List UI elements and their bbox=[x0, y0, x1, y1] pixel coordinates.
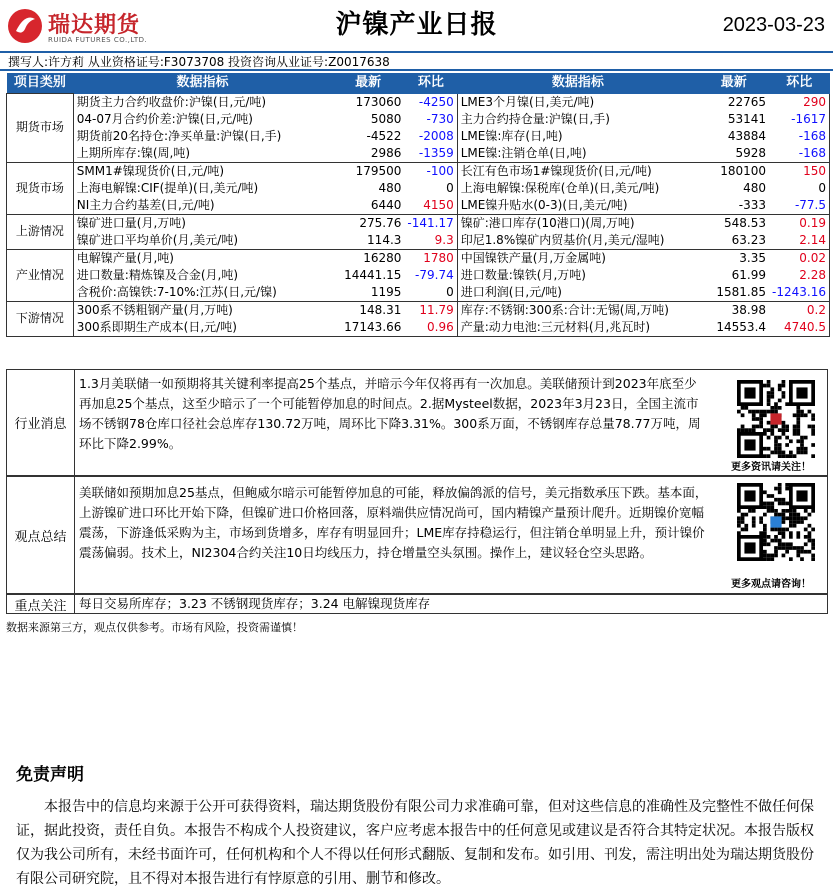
brand-en-name: RUIDA FUTURES CO.,LTD. bbox=[48, 36, 148, 44]
opinion-label: 观点总结 bbox=[7, 477, 75, 593]
header-indicator-right: 数据指标 bbox=[457, 73, 698, 94]
change-left: -141.17 bbox=[404, 214, 457, 232]
latest-right: 480 bbox=[743, 180, 767, 195]
indicator-right: LME镍:注销仓单(日,吨) bbox=[457, 145, 698, 163]
latest-left: 148.31 bbox=[359, 302, 402, 317]
indicator-left: NI主力合约基差(日,元/吨) bbox=[73, 197, 332, 215]
industry-news-text: 1.3月美联储一如预期将其关键利率提高25个基点，并暗示今年仅将再有一次加息。美联储预计到2023年底至少再加息25个基点，这至少暗示了一个可能暂停加息的时间点。2.据Mysteel数据，2023年3月23日，全国主流市场不锈钢78仓库口径社会总库存130.72万吨，周环比下降3.31%。300系万面，不锈钢库存总量78.77万吨，周环比下降2.99%。 bbox=[79, 376, 701, 451]
indicator-right: LME3个月镍(日,美元/吨) bbox=[460, 94, 595, 109]
latest-left: 114.3 bbox=[332, 232, 405, 250]
qr-code-icon bbox=[737, 380, 815, 458]
table-row bbox=[7, 162, 830, 180]
report-header bbox=[0, 0, 833, 52]
latest-left: 5080 bbox=[370, 111, 402, 126]
disclaimer-text: 本报告中的信息均来源于公开可获得资料，瑞达期货股份有限公司力求准确可靠，但对这些信息的准确性及完整性不做任何保证，据此投资，责任自负。本报告不构成个人投资建议，客户应考虑本报告中的任何意见或建议是否符合其特定状况。本报告版权仅为我公司所有，未经书面许可，任何机构和个人不得以任何形式翻版、复制和发布。如引用、刊发，需注明出处为瑞达期货股份有限公司研究院，且不得对本报告进行有悖原意的引用、删节和修改。 bbox=[16, 799, 814, 887]
table-row bbox=[7, 319, 830, 337]
latest-left: 173060 bbox=[355, 94, 402, 109]
change-right: 0.19 bbox=[769, 214, 829, 232]
change-right: 0 bbox=[769, 180, 829, 197]
indicator-left: 期货主力合约收盘价:沪镍(日,元/吨) bbox=[73, 94, 332, 111]
change-right: 0.2 bbox=[769, 301, 829, 319]
change-left: 4150 bbox=[404, 197, 457, 215]
change-right: -1617 bbox=[769, 111, 829, 128]
change-left: 11.79 bbox=[404, 301, 457, 319]
category-cell: 产业情况 bbox=[7, 249, 74, 301]
indicator-left: 进口数量:精炼镍及合金(月,吨) bbox=[73, 267, 332, 284]
focus-section bbox=[6, 594, 828, 614]
indicator-left: 镍矿进口量(月,万吨) bbox=[73, 214, 332, 232]
latest-left: 2986 bbox=[332, 145, 405, 163]
latest-left: 16280 bbox=[363, 250, 402, 265]
indicator-left: 04-07月合约价差:沪镍(日,元/吨) bbox=[73, 111, 332, 128]
latest-right: 1581.85 bbox=[699, 284, 770, 302]
indicator-right: LME镍升贴水(0-3)(日,美元/吨) bbox=[457, 197, 698, 215]
table-row bbox=[7, 94, 830, 111]
qr-caption-opinion: 更多观点请咨询！ bbox=[731, 579, 811, 590]
header-change-right: 环比 bbox=[769, 73, 829, 94]
latest-right: 22765 bbox=[727, 94, 767, 109]
qr-caption-news: 更多资讯请关注！ bbox=[731, 462, 811, 473]
indicator-left: 上期所库存:镍(周,吨) bbox=[73, 145, 332, 163]
industry-news-section bbox=[6, 369, 828, 476]
change-right: 2.14 bbox=[769, 232, 829, 250]
latest-right: 3.35 bbox=[739, 250, 767, 265]
indicator-right: 库存:不锈钢:300系:合计:无锡(周,万吨) bbox=[460, 302, 669, 317]
table-row bbox=[7, 301, 830, 319]
change-right: -1243.16 bbox=[769, 284, 829, 302]
indicator-right: 进口利润(日,元/吨) bbox=[457, 284, 698, 302]
change-right: -168 bbox=[769, 128, 829, 145]
focus-label: 重点关注 bbox=[7, 595, 75, 613]
author-divider bbox=[0, 69, 833, 71]
table-row bbox=[7, 128, 830, 145]
brand-name: 瑞达期货 bbox=[48, 13, 141, 38]
latest-left: 14441.15 bbox=[344, 267, 402, 282]
indicator-left: 含税价:高镍铁:7-10%:江苏(日,元/镍) bbox=[73, 284, 332, 302]
table-row bbox=[7, 197, 830, 215]
table-row bbox=[7, 284, 830, 302]
indicator-left: 300系不锈粗钢产量(月,万吨) bbox=[73, 301, 332, 319]
table-header-row bbox=[7, 73, 830, 94]
opinion-text: 美联储如预期加息25基点，但鲍威尔暗示可能暂停加息的可能，释放偏鸽派的信号，美元指数承压下跌。基本面，上游镍矿进口环比开始下降，但镍矿进口价格回落，原料端供应情况尚可，国内精镍产量预计爬升。近期镍价宽幅震荡，下游逢低采购为主，市场到货增多，库存有明显回升；LME库存持稳运行，但注销仓单明显上升，预计镍价震荡偏弱。技术上，NI2304合约关注10日均线压力，持仓增量空头氛围。操作上，建议轻仓空头思路。 bbox=[79, 485, 708, 560]
table-row bbox=[7, 145, 830, 163]
indicator-left: SMM1#镍现货价(日,元/吨) bbox=[73, 162, 332, 180]
change-left: 9.3 bbox=[404, 232, 457, 250]
latest-right: 43884 bbox=[727, 128, 767, 143]
change-right: 2.28 bbox=[769, 267, 829, 284]
header-latest-left: 最新 bbox=[332, 73, 405, 94]
indicator-right: 进口数量:镍铁(月,万吨) bbox=[460, 267, 586, 282]
indicator-right: LME镍:库存(日,吨) bbox=[460, 128, 563, 143]
change-right: 150 bbox=[769, 162, 829, 180]
change-left: -100 bbox=[404, 162, 457, 180]
indicator-left: 上海电解镍:CIF(提单)(日,美元/吨) bbox=[73, 180, 332, 197]
change-right: -168 bbox=[769, 145, 829, 163]
change-right: 290 bbox=[769, 94, 829, 111]
indicator-right: 镍矿:港口库存(10港口)(周,万吨) bbox=[460, 215, 635, 230]
latest-right: 38.98 bbox=[731, 302, 767, 317]
change-left: 0.96 bbox=[404, 319, 457, 337]
latest-left: 1195 bbox=[332, 284, 405, 302]
industry-news-label: 行业消息 bbox=[7, 370, 75, 475]
indicator-left: 期货前20名持仓:净买单量:沪镍(日,手) bbox=[73, 128, 332, 145]
table-row bbox=[7, 249, 830, 267]
header-indicator-left: 数据指标 bbox=[73, 73, 332, 94]
header-latest-right: 最新 bbox=[699, 73, 770, 94]
latest-right: 63.23 bbox=[699, 232, 770, 250]
category-cell: 期货市场 bbox=[7, 94, 74, 163]
report-date: 2023-03-23 bbox=[722, 14, 825, 36]
indicator-right: 中国镍铁产量(月,万金属吨) bbox=[460, 250, 606, 265]
page-title: 沪镍产业日报 bbox=[335, 10, 498, 40]
change-left: 0 bbox=[404, 180, 457, 197]
table-row bbox=[7, 232, 830, 250]
indicator-right: 上海电解镍:保税库(仓单)(日,美元/吨) bbox=[460, 180, 660, 195]
latest-left: 6440 bbox=[332, 197, 405, 215]
latest-right: 14553.4 bbox=[699, 319, 770, 337]
latest-left: 480 bbox=[378, 180, 402, 195]
change-left: 0 bbox=[404, 284, 457, 302]
change-right: 4740.5 bbox=[769, 319, 829, 337]
change-left: -2008 bbox=[404, 128, 457, 145]
indicator-left: 300系即期生产成本(日,元/吨) bbox=[73, 319, 332, 337]
change-left: -4250 bbox=[404, 94, 457, 111]
change-left: -730 bbox=[404, 111, 457, 128]
indicator-right: 印尼1.8%镍矿内贸基价(月,美元/湿吨) bbox=[457, 232, 698, 250]
disclaimer-title: 免责声明 bbox=[16, 765, 84, 785]
table-row bbox=[7, 267, 830, 284]
focus-text: 每日交易所库存；3.23 不锈钢现货库存；3.24 电解镍现货库存 bbox=[79, 596, 431, 611]
data-table bbox=[6, 73, 830, 337]
change-left: -79.74 bbox=[404, 267, 457, 284]
author-line: 撰写人:许方莉 从业资格证号:F3073708 投资咨询从业证号:Z0017638 bbox=[8, 55, 390, 69]
category-cell: 现货市场 bbox=[7, 162, 74, 214]
latest-right: 61.99 bbox=[731, 267, 767, 282]
table-row bbox=[7, 214, 830, 232]
change-left: -1359 bbox=[404, 145, 457, 163]
indicator-left: 电解镍产量(月,吨) bbox=[73, 249, 332, 267]
table-row bbox=[7, 180, 830, 197]
indicator-left: 镍矿进口平均单价(月,美元/吨) bbox=[73, 232, 332, 250]
change-left: 1780 bbox=[404, 249, 457, 267]
header-category: 项目类别 bbox=[7, 73, 74, 94]
latest-left: -4522 bbox=[366, 128, 402, 143]
indicator-right: 主力合约持仓量:沪镍(日,手) bbox=[460, 111, 610, 126]
indicator-right: 长江有色市场1#镍现货价(日,元/吨) bbox=[460, 163, 652, 178]
opinion-section bbox=[6, 476, 828, 594]
indicator-right: 产量:动力电池:三元材料(月,兆瓦时) bbox=[457, 319, 698, 337]
latest-right: 53141 bbox=[727, 111, 767, 126]
change-right: -77.5 bbox=[769, 197, 829, 215]
latest-left: 275.76 bbox=[359, 215, 402, 230]
header-change-left: 环比 bbox=[404, 73, 457, 94]
latest-left: 17143.66 bbox=[332, 319, 405, 337]
latest-right: 5928 bbox=[699, 145, 770, 163]
category-cell: 下游情况 bbox=[7, 301, 74, 336]
change-right: 0.02 bbox=[769, 249, 829, 267]
category-cell: 上游情况 bbox=[7, 214, 74, 249]
table-row bbox=[7, 111, 830, 128]
latest-right: 548.53 bbox=[724, 215, 767, 230]
source-note: 数据来源第三方，观点仅供参考。市场有风险，投资需谨慎！ bbox=[6, 621, 303, 634]
qr-code-icon bbox=[737, 483, 815, 561]
latest-right: 180100 bbox=[720, 163, 767, 178]
latest-right: -333 bbox=[699, 197, 770, 215]
latest-left: 179500 bbox=[355, 163, 402, 178]
